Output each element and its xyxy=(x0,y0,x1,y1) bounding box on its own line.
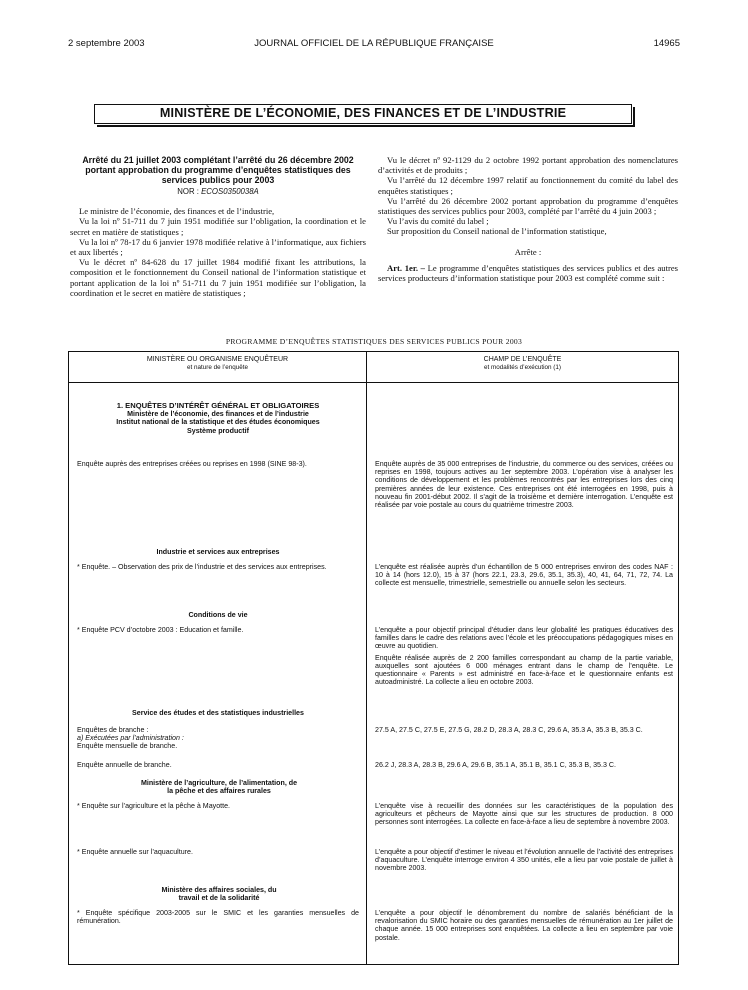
nor-reference xyxy=(70,187,366,197)
survey-pcv-name: * Enquête PCV d’octobre 2003 : Education et famille. xyxy=(77,626,244,634)
section-1-insee: Institut national de la statistique et des études économiques xyxy=(116,418,320,427)
survey-mayotte-scope: L’enquête vise à recueillir des données sur les caractéristiques de la population des agriculteurs et pêcheurs de Mayotte ainsi que sur les structures de production. 8 000 personnes sont interrogées. La collecte en face-à-face a lieu de septembre à novembre 2003. xyxy=(375,802,673,827)
right-column xyxy=(378,155,678,283)
branche-annual-label: Enquête annuelle de branche. xyxy=(77,761,172,769)
left-paragraph: Vu le décret nº 84-628 du 17 juillet 1984 modifié fixant les attributions, la composition et le fonctionnement du Conseil national de l’information statistique et portant application de la loi nº 51-711 du 7 juin 1951 modifiée sur l’obligation, la coordination et le secret en matière de statistiques ; xyxy=(70,257,366,298)
survey-mayotte-name: * Enquête sur l’agriculture et la pêche à Mayotte. xyxy=(77,802,230,810)
right-paragraph: Vu l’avis du comité du label ; xyxy=(387,216,489,227)
header-journal-title: JOURNAL OFFICIEL DE LA RÉPUBLIQUE FRANÇAISE xyxy=(254,38,494,49)
right-paragraph: Sur proposition du Conseil national de l’information statistique, xyxy=(387,226,607,237)
survey-pcv-method: Enquête réalisée auprès de 2 200 familles correspondant au champ de la partie variable, auxquelles sont ajoutées 6 000 ménages entrant dans le champ de l’enquête. Le questionnaire « Parents » est administré en face-à-face et le questionnaire enfants est autoadministré. La collecte a lieu en octobre 2003. xyxy=(375,653,673,687)
branche-monthly-codes: 27.5 A, 27.5 C, 27.5 E, 27.5 G, 28.2 D, 28.3 A, 28.3 C, 29.6 A, 35.3 A, 35.3 B, 35.3 C. xyxy=(375,726,643,734)
col1-subheader: et nature de l’enquête xyxy=(187,364,248,371)
col2-header: CHAMP DE L’ENQUÊTE xyxy=(483,356,562,363)
right-paragraph: Vu l’arrêté du 12 décembre 1997 relatif au fonctionnement du comité du label des enquêtes statistiques ; xyxy=(378,175,678,196)
article-1 xyxy=(378,263,678,283)
left-paragraph: Le ministre de l’économie, des finances et de l’industrie, xyxy=(79,206,275,217)
section-conditions-vie: Conditions de vie xyxy=(188,611,248,619)
survey-pcv-objective: L’enquête a pour objectif principal d’étudier dans leur globalité les pratiques éducatives des familles dans le cadre des relations avec l’école et les préoccupations pédagogiques mises en œuvre au quotidien. xyxy=(375,626,673,651)
survey-aquaculture-name: * Enquête annuelle sur l’aquaculture. xyxy=(77,848,193,856)
column-divider xyxy=(366,352,367,964)
arrete-title: Arrêté du 21 juillet 2003 complétant l’arrêté du 26 décembre 2002 portant approbation du programme d’enquêtes statistiques des services publics pour 2003 xyxy=(82,155,354,185)
left-paragraph: Vu la loi nº 78-17 du 6 janvier 1978 modifiée relative à l’informatique, aux fichiers et aux libertés ; xyxy=(70,236,366,258)
survey-aquaculture-scope: L’enquête a pour objectif d’estimer le niveau et l’évolution annuelle de l’activité des entreprises d’aquaculture. L’enquête interroge environ 4 350 unités, elle a lieu par voie postale de juillet à novembre 2003. xyxy=(375,848,673,873)
header-page-number: 14965 xyxy=(653,38,680,49)
left-paragraph: Vu la loi nº 51-711 du 7 juin 1951 modifiée sur l’obligation, la coordination et le secret en matière de statistiques ; xyxy=(70,216,366,237)
nor-code: ECOS0350038A xyxy=(201,187,259,196)
branche-annual-codes: 26.2 J, 28.3 A, 28.3 B, 29.6 A, 29.6 B, 35.1 A, 35.1 B, 35.1 C, 35.3 B, 35.3 C. xyxy=(375,761,616,769)
table-header-scope xyxy=(367,356,678,372)
nor-label: NOR : xyxy=(177,187,199,196)
right-paragraph: Vu l’arrêté du 26 décembre 2002 portant approbation du programme d’enquêtes statistiques des services publics pour 2003, complété par l’arrêté du 4 juin 2003 ; xyxy=(378,195,678,217)
survey-sine-scope: Enquête auprès de 35 000 entreprises de l’industrie, du commerce ou des services, créées ou reprises en 1998, toujours actives au 1er septembre 2003. L’opération vise à analyser les conditions de développement et les problèmes rencontrés par les entreprises lors des cinq premières années de leur existence. Ces entreprises ont été interrogées en 1998, puis à nouveau fin 2001-début 2002. Il s’agit de la troisième et dernière interrogation. L’enquête est réalisée par voie postale au cours du quatrième trimestre 2003. xyxy=(375,460,673,510)
section-1-system: Système productif xyxy=(187,426,249,435)
table-header-ministry xyxy=(69,356,366,372)
survey-smic-scope: L’enquête a pour objectif le dénombrement du nombre de salariés bénéficiant de la revalorisation du SMIC horaire ou des garanties mensuelles de rémunération au 1er juillet de chaque année. 15 000 entreprises sont enquêtées. La collecte a lieu en septembre par voie postale. xyxy=(375,909,673,942)
survey-branche-name xyxy=(77,726,359,751)
page-header xyxy=(68,38,680,52)
ministry-banner: MINISTÈRE DE L’ÉCONOMIE, DES FINANCES ET DE L’INDUSTRIE xyxy=(94,104,632,124)
right-paragraph: Vu le décret nº 92-1129 du 2 octobre 1992 portant approbation des nomenclatures d’activités et de produits ; xyxy=(378,155,678,176)
survey-prix-scope: L’enquête est réalisée auprès d’un échantillon de 5 000 entreprises environ des codes NAF : 10 à 14 (hors 12.0), 15 à 37 (hors 22.1, 23.3, 29.6, 35.1, 35.3), 40, 41, 64, 71, 72, 74. La collecte est mensuelle, trimestrielle, semestrielle ou annuelle selon les secteurs. xyxy=(375,563,673,588)
header-date: 2 septembre 2003 xyxy=(68,38,145,49)
section-1-title: 1. ENQUÊTES D’INTÉRÊT GÉNÉRAL ET OBLIGATOIRES xyxy=(116,401,320,410)
section-sessi: Service des études et des statistiques industrielles xyxy=(132,709,304,717)
branche-monthly-label: Enquête mensuelle de branche. xyxy=(77,742,178,751)
program-table xyxy=(68,351,679,965)
section-heading xyxy=(77,402,359,435)
survey-prix-name: * Enquête. – Observation des prix de l’industrie et des services aux entreprises. xyxy=(77,563,327,571)
survey-pcv-scope xyxy=(375,626,673,686)
header-divider xyxy=(69,382,678,383)
section-1-ministry: Ministère de l’économie, des finances et de l’industrie xyxy=(127,410,309,419)
left-column xyxy=(70,155,366,298)
arrete-word: Arrête : xyxy=(514,246,542,257)
section-social: Ministère des affaires sociales, du travail et de la solidarité xyxy=(161,886,277,903)
section-agriculture: Ministère de l’agriculture, de l’alimentation, de la pêche et des affaires rurales xyxy=(140,779,298,796)
survey-smic-name: * Enquête spécifique 2003-2005 sur le SMIC et les garanties mensuelles de rémunération. xyxy=(77,909,359,926)
survey-sine-name: Enquête auprès des entreprises créées ou reprises en 1998 (SINE 98-3). xyxy=(77,460,307,468)
article-1-text: Le programme d’enquêtes statistiques des services publics et des autres services producteurs d’information statistique pour 2003 est complété comme suit : xyxy=(378,262,678,284)
branche-admin-label: a) Exécutées par l’administration : xyxy=(77,734,184,743)
article-1-label: Art. 1er. – xyxy=(387,262,425,273)
section-industrie: Industrie et services aux entreprises xyxy=(156,548,280,556)
program-title: PROGRAMME D’ENQUÊTES STATISTIQUES DES SERVICES PUBLICS POUR 2003 xyxy=(225,337,523,346)
branche-label: Enquêtes de branche : xyxy=(77,726,149,734)
col2-subheader: et modalités d’exécution (1) xyxy=(483,364,561,371)
col1-header: MINISTÈRE OU ORGANISME ENQUÊTEUR xyxy=(146,356,289,363)
